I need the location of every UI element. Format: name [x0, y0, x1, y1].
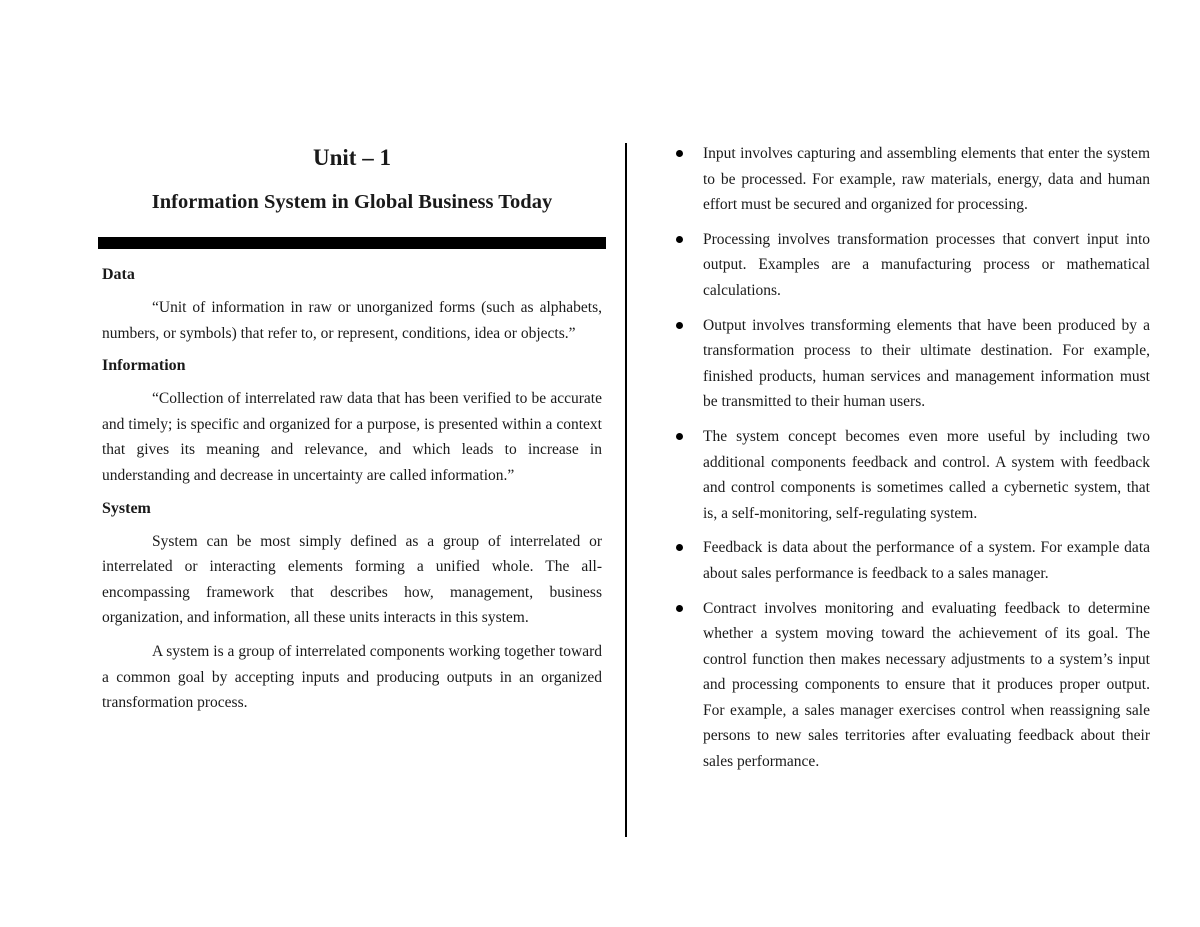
bullet-item-output [676, 313, 1150, 415]
column-divider [625, 143, 627, 837]
bullet-dot-icon [676, 150, 683, 157]
bullet-text: Feedback is data about the performance of a system. For example data about sales performance is feedback to a sales manager. [703, 539, 1150, 582]
bullet-item-control [676, 596, 1150, 775]
bullet-dot-icon [676, 322, 683, 329]
bullet-item-processing [676, 227, 1150, 304]
bullet-text: Processing involves transformation processes that convert input into output. Examples are a manufacturing process or mathematical calculations. [703, 230, 1150, 299]
bullet-dot-icon [676, 544, 683, 551]
bullet-dot-icon [676, 605, 683, 612]
bullet-item-system-concept [676, 424, 1150, 526]
unit-title: Unit – 1 [313, 145, 391, 170]
bullet-item-feedback [676, 535, 1150, 586]
section-heading-system: System [102, 499, 151, 517]
bullet-dot-icon [676, 236, 683, 243]
bullet-dot-icon [676, 433, 683, 440]
title-divider [98, 237, 606, 249]
bullet-text: Output involves transforming elements that have been produced by a transformation process to their ultimate destination. For example, finished products, human services and management information must be transmitted to their human users. [703, 316, 1150, 411]
page-subtitle: Information System in Global Business Today [151, 191, 553, 213]
bullet-text: Input involves capturing and assembling elements that enter the system to be processed. For example, raw materials, energy, data and human effort must be secured and organized for processing. [703, 145, 1150, 214]
section-heading-data: Data [102, 266, 135, 283]
section-information [102, 354, 602, 488]
paragraph-system-components: A system is a group of interrelated components working together toward a common goal by accepting inputs and producing outputs in an organized transformation process. [102, 642, 602, 712]
title-block [102, 143, 602, 215]
paragraph-system-definition: System can be most simply defined as a group of interrelated or interrelated or interacting elements forming a unified whole. The all-encompassing framework that describes how, management, business organization, and information, all these units interacts in this system. [102, 532, 602, 627]
bullet-text: Contract involves monitoring and evaluating feedback to determine whether a system moving toward the achievement of its goal. The control function then makes necessary adjustments to a system’s input and processing components to ensure that it produces proper output. For example, a sales manager exercises control when reassigning sale persons to new sales territories after evaluating feedback about their sales performance. [703, 599, 1150, 771]
paragraph-information-definition: “Collection of interrelated raw data that has been verified to be accurate and timely; is specific and organized for a purpose, is presented within a context that gives its meaning and relevance, and which leads to increase in understanding and decrease in uncertainty are called information.” [102, 390, 602, 484]
section-data [102, 263, 602, 346]
bullet-item-input [676, 141, 1150, 218]
left-column [102, 263, 602, 724]
paragraph-data-definition: “Unit of information in raw or unorganized forms (such as alphabets, numbers, or symbols) that refer to, or represent, conditions, idea or objects.” [102, 299, 602, 342]
right-column [676, 141, 1150, 784]
section-heading-information: Information [102, 357, 186, 375]
section-system [102, 497, 602, 716]
bullet-text: The system concept becomes even more useful by including two additional components feedback and control. A system with feedback and control components is sometimes called a cybernetic system, that is, a self-monitoring, self-regulating system. [703, 427, 1150, 522]
